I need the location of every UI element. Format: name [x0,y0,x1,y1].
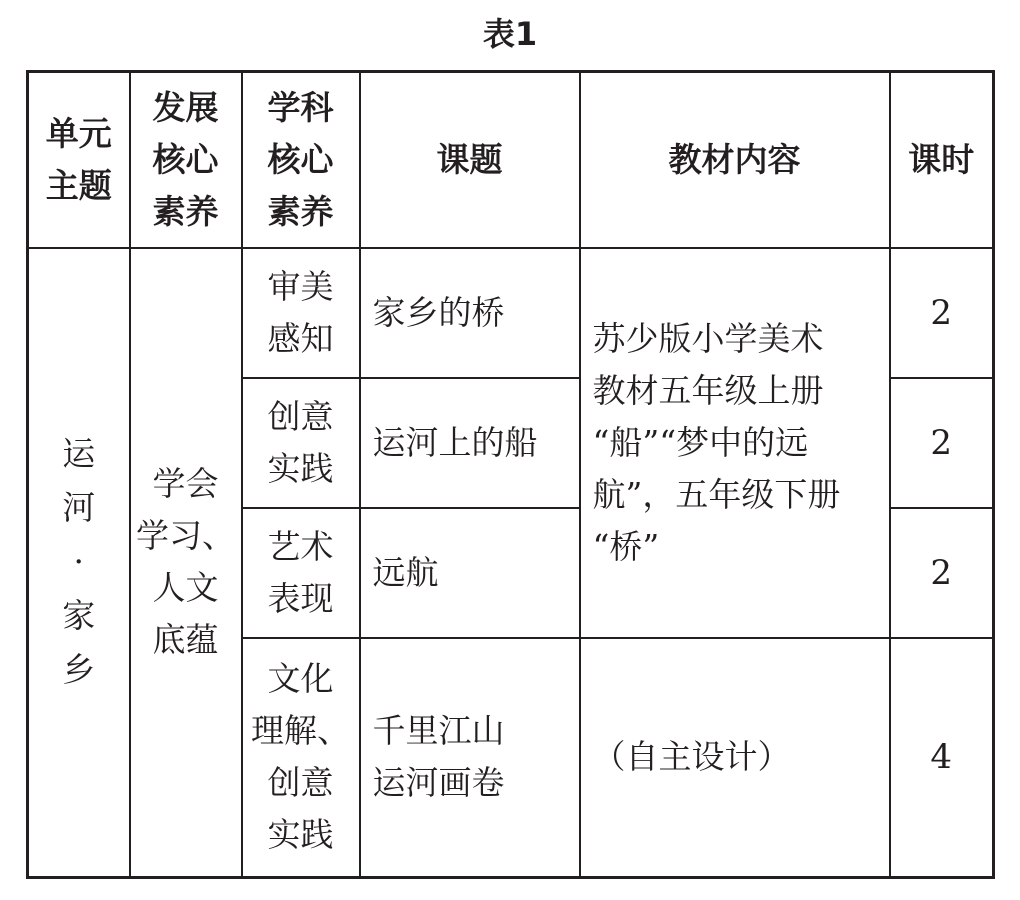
subject-core-cell: 审美 感知 [242,248,360,378]
table-caption: 表1 [482,15,538,53]
unit-theme-cell: 运 河 · 家 乡 [28,248,130,878]
dev-core-cell: 学会 学习、 人文 底蕴 [130,248,242,878]
header-row [28,72,994,248]
header-topic: 课题 [360,72,580,248]
topic-cell: 远航 [360,508,580,638]
topic-cell: 家乡的桥 [360,248,580,378]
subject-core-cell: 艺术 表现 [242,508,360,638]
hours-cell: 2 [890,508,994,638]
subject-core-cell: 创意 实践 [242,378,360,508]
hours-cell: 4 [890,638,994,878]
topic-cell: 千里江山 运河画卷 [360,638,580,878]
table-row [28,248,994,378]
curriculum-table [26,70,995,879]
header-content: 教材内容 [580,72,890,248]
header-subject-core: 学科 核心 素养 [242,72,360,248]
topic-cell: 运河上的船 [360,378,580,508]
content-shared-cell: 苏少版小学美术 教材五年级上册 “船”“梦中的远 航”，五年级下册 “桥” [580,248,890,638]
content-last-cell: （自主设计） [580,638,890,878]
subject-core-cell: 文化 理解、 创意 实践 [242,638,360,878]
header-dev-core: 发展 核心 素养 [130,72,242,248]
header-hours: 课时 [890,72,994,248]
hours-cell: 2 [890,378,994,508]
header-unit-theme: 单元 主题 [28,72,130,248]
hours-cell: 2 [890,248,994,378]
